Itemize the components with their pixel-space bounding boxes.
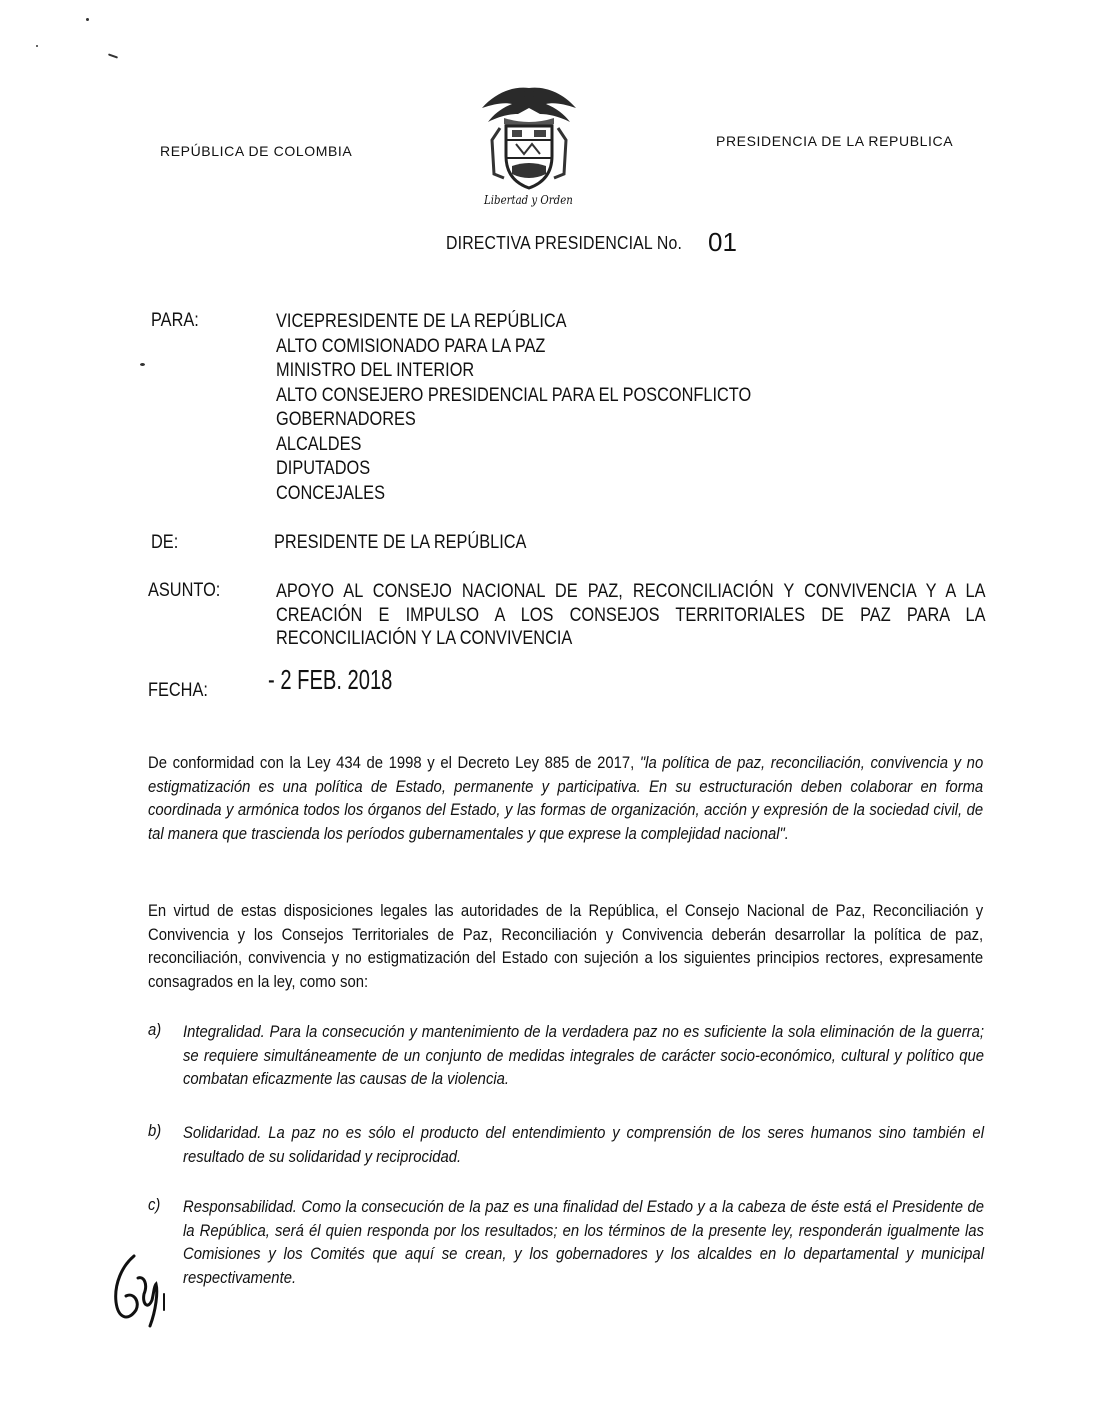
fecha-stamp: - 2 FEB. 2018: [268, 664, 393, 695]
directive-number: 01: [708, 227, 737, 257]
body-paragraph-1: [148, 752, 983, 846]
directive-label: DIRECTIVA PRESIDENCIAL No.: [446, 233, 683, 253]
scan-speck: [108, 53, 118, 58]
header-presidencia: PRESIDENCIA DE LA REPUBLICA: [716, 133, 954, 149]
de-value: PRESIDENTE DE LA REPÚBLICA: [274, 532, 527, 553]
item-a-letter: a): [148, 1021, 162, 1039]
scan-speck: [86, 18, 89, 21]
recipient-item: VICEPRESIDENTE DE LA REPÚBLICA: [276, 311, 567, 332]
handwritten-initials: [104, 1248, 174, 1332]
para-label: PARA:: [151, 310, 199, 331]
item-a-text: Integralidad. Para la consecución y mantenimiento de la verdadera paz no es suficiente la sola eliminación de la guerra; se requiere simultáneamente de un conjunto de medidas integrales de carácter socio-económico, cultural y político que combatan eficazmente las causas de la violencia.: [183, 1023, 984, 1088]
motto-text: Libertad y Orden: [484, 193, 573, 207]
asunto-label: ASUNTO:: [148, 580, 221, 601]
recipient-item: ALTO COMISIONADO PARA LA PAZ: [276, 335, 546, 357]
recipient-item: ALCALDES: [276, 433, 362, 455]
asunto-value: APOYO AL CONSEJO NACIONAL DE PAZ, RECONCILIACIÓN Y CONVIVENCIA Y A LA CREACIÓN E IMPULSO A LOS CONSEJOS TERRITORIALES DE PAZ PARA LA RECONCILIACIÓN Y LA CONVIVENCIA: [276, 581, 986, 649]
header-republica: REPÚBLICA DE COLOMBIA: [160, 143, 353, 159]
recipient-item: CONCEJALES: [276, 482, 385, 504]
coat-of-arms-seal: [474, 78, 584, 196]
item-b-text: Solidaridad. La paz no es sólo el producto del entendimiento y comprensión de los seres humanos sino también el resultado de su solidaridad y reciprocidad.: [183, 1124, 984, 1166]
paragraph-1-quote: "la política de paz, reconciliación, convivencia y no estigmatización es una política de Estado, permanente y participativa. En su estructuración deben colaborar en forma coordinada y armónica todos los órganos del Estado, y las formas de organización, acción y expresión de la sociedad civil, de tal manera que trascienda los períodos gubernamentales y que exprese la complejidad nacional".: [148, 754, 984, 843]
paragraph-1-intro: De conformidad con la Ley 434 de 1998 y el Decreto Ley 885 de 2017,: [148, 754, 640, 772]
recipient-item: MINISTRO DEL INTERIOR: [276, 360, 475, 381]
recipient-item: GOBERNADORES: [276, 409, 416, 430]
fecha-label: FECHA:: [148, 680, 208, 701]
body-paragraph-2: En virtud de estas disposiciones legales las autoridades de la República, el Consejo Nacional de Paz, Reconciliación y Convivencia y los Consejos Territoriales de Paz, Reconciliación y Convivencia deberán desarrollar la política de paz, reconciliación, convivencia y no estigmatización del Estado con sujeción a los siguientes principios rectores, expresamente consagrados en la ley, como son:: [148, 902, 984, 991]
recipients-list: [276, 310, 751, 506]
scan-speck: [36, 45, 38, 47]
item-b-letter: b): [148, 1122, 162, 1140]
item-c-text: Responsabilidad. Como la consecución de la paz es una finalidad del Estado y a la cabeza de éste está el Presidente de la República, será él quien responda por los resultados; en los términos de la presente ley, responderán igualmente las Comisiones y los Comités que aquí se crean, y los gobernadores y los alcaldes en lo departamental y municipal respectivamente.: [183, 1198, 984, 1287]
de-label: DE:: [151, 532, 179, 553]
recipient-item: DIPUTADOS: [276, 458, 371, 479]
recipient-item: ALTO CONSEJERO PRESIDENCIAL PARA EL POSCONFLICTO: [276, 384, 752, 406]
scan-speck: [140, 363, 145, 366]
item-c-letter: c): [148, 1196, 161, 1214]
directive-title: [446, 227, 737, 257]
